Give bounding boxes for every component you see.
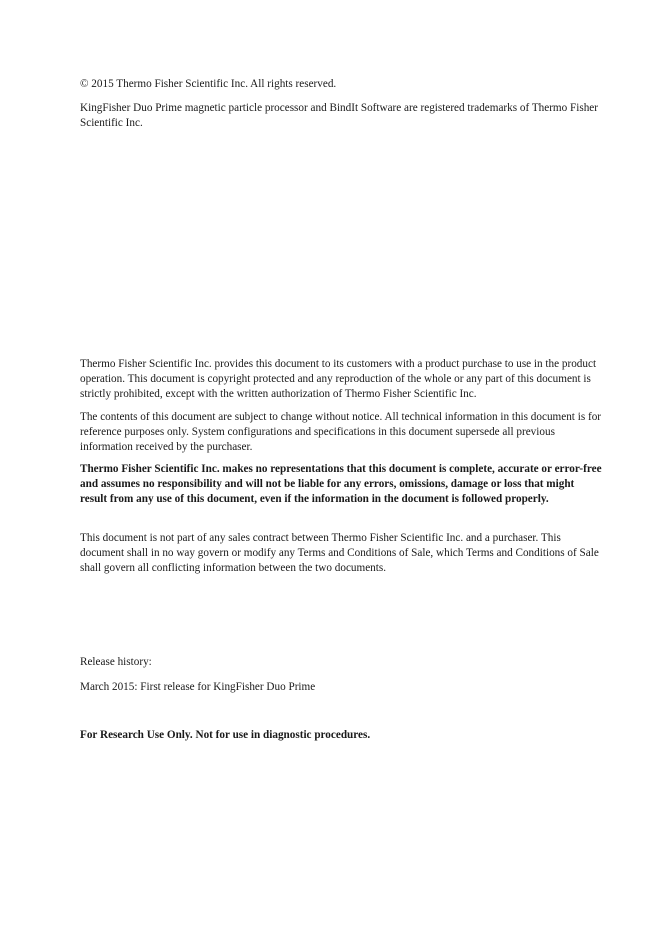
copyright-notice: © 2015 Thermo Fisher Scientific Inc. All rights reserved. (80, 78, 337, 90)
research-use-notice: For Research Use Only. Not for use in diagnostic procedures. (80, 729, 371, 741)
provision-paragraph: Thermo Fisher Scientific Inc. provides this document to its customers with a product purchase to use in the product operation. This document is copyright protected and any reproduction of the whole or any part of this document is strictly prohibited, except with the written authorization of Thermo Fisher Scientific Inc. (80, 358, 597, 400)
contract-paragraph: This document is not part of any sales contract between Thermo Fisher Scientific Inc. and a purchaser. This document shall in no way govern or modify any Terms and Conditions of Sale, which Terms and Conditions of Sale shall govern all conflicting information between the two documents. (80, 532, 599, 574)
release-history-heading: Release history: (80, 656, 152, 668)
changes-paragraph: The contents of this document are subject to change without notice. All technical information in this document is for reference purposes only. System configurations and specifications in this document supersede all previous information received by the purchaser. (80, 411, 602, 453)
trademark-notice: KingFisher Duo Prime magnetic particle processor and BindIt Software are registered trademarks of Thermo Fisher Scientific Inc. (80, 102, 598, 129)
release-history-entry: March 2015: First release for KingFisher Duo Prime (80, 681, 316, 693)
liability-disclaimer: Thermo Fisher Scientific Inc. makes no representations that this document is complete, accurate or error-free and assumes no responsibility and will not be liable for any errors, omissions, damage or loss that might result from any use of this document, even if the information in the document is followed properly. (80, 463, 602, 505)
